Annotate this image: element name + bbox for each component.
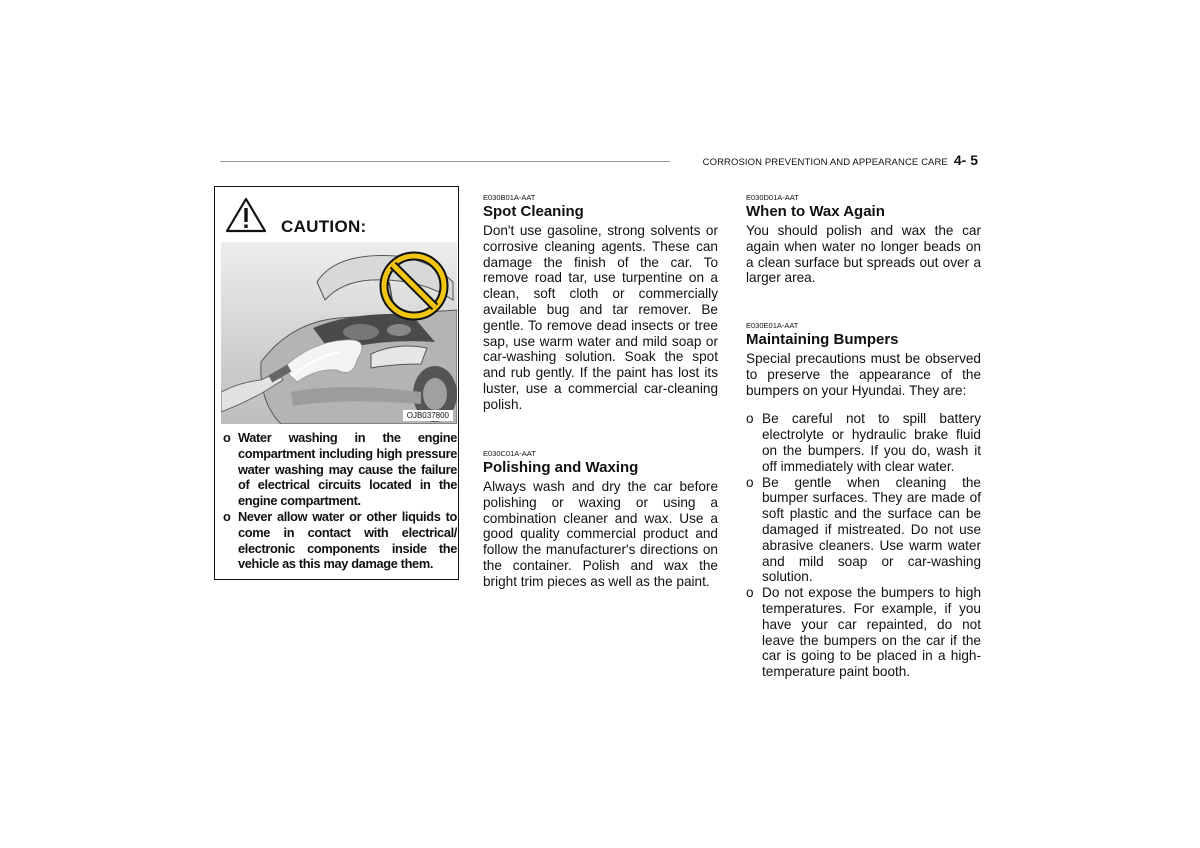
caution-item-text: Never allow water or other liquids to come in contact with electrical/ electronic components inside the vehicle as this may damage them. bbox=[238, 508, 457, 572]
section-heading: Maintaining Bumpers bbox=[746, 331, 899, 348]
bullet-marker: o bbox=[223, 508, 231, 524]
engine-washing-illustration bbox=[221, 242, 457, 424]
bumper-item-text: Be careful not to spill battery electrolyte or hydraulic brake fluid on the bumpers. If you do, wash it off immediately with clear water. bbox=[762, 411, 981, 474]
bumper-list bbox=[746, 411, 981, 680]
bullet-marker: o bbox=[746, 474, 754, 490]
bullet-marker: o bbox=[746, 411, 754, 427]
polishing-section bbox=[483, 449, 718, 590]
bumper-item bbox=[746, 411, 981, 474]
section-heading: Polishing and Waxing bbox=[483, 459, 639, 476]
caution-item bbox=[223, 509, 457, 572]
section-code: E030B01A-AAT bbox=[483, 193, 536, 202]
caution-item bbox=[223, 430, 457, 509]
section-heading: When to Wax Again bbox=[746, 203, 885, 220]
header-rule bbox=[220, 161, 670, 162]
section-body: Don't use gasoline, strong solvents or corrosive cleaning agents. These can damage the finish of the car. To remove road tar, use turpentine on a clean, soft cloth or commercially available bug and tar remover. Be gentle. To remove dead insects or tree sap, use warm water and mild soap or car-washing solution. Soak the spot and rub gently. If the paint has lost its luster, use a commercial car-cleaning polish. bbox=[483, 223, 718, 412]
caution-header bbox=[225, 197, 445, 237]
caution-list bbox=[223, 430, 457, 572]
section-body: Special precautions must be observed to preserve the appearance of the bumpers on your Hyundai. They are: bbox=[746, 351, 981, 398]
when-to-wax-section bbox=[746, 193, 981, 286]
section-code: E030C01A-AAT bbox=[483, 449, 536, 458]
bullet-marker: o bbox=[746, 585, 754, 601]
spot-cleaning-section bbox=[483, 193, 718, 413]
section-body: Always wash and dry the car before polishing or waxing or using a combination cleaner and wax. Use a good quality commercial product and follow the manufacturer's directions on the container. Polish and wax the bright trim pieces as well as the paint. bbox=[483, 479, 718, 589]
section-heading: Spot Cleaning bbox=[483, 203, 584, 220]
page-number: 4- 5 bbox=[953, 152, 978, 168]
section-code: E030E01A-AAT bbox=[746, 321, 799, 330]
bumper-item bbox=[746, 585, 981, 680]
caution-box bbox=[214, 186, 459, 580]
bumpers-section bbox=[746, 321, 981, 680]
bumper-item bbox=[746, 475, 981, 586]
page-header bbox=[703, 152, 978, 170]
bumper-item-text: Be gentle when cleaning the bumper surfaces. They are made of soft plastic and the surface can be damaged if mistreated. Do not use abrasive cleaners. Use warm water and mild soap or car-washing solution. bbox=[762, 474, 981, 585]
bumper-item-text: Do not expose the bumpers to high temperatures. For example, if you have your car repainted, do not leave the bumpers on the car if the car is going to be placed in a high-temperature paint booth. bbox=[762, 585, 981, 680]
section-title: CORROSION PREVENTION AND APPEARANCE CARE bbox=[702, 157, 948, 168]
section-body: You should polish and wax the car again when water no longer beads on a clean surface but spreads out over a larger area. bbox=[746, 223, 981, 286]
caution-item-text: Water washing in the engine compartment including high pressure water washing may cause the failure of electrical circuits located in the engine compartment. bbox=[238, 430, 457, 509]
warning-triangle-icon bbox=[225, 197, 267, 233]
car-hood-open-image bbox=[221, 242, 457, 424]
figure-code: OJB037800 bbox=[403, 410, 453, 421]
bullet-marker: o bbox=[223, 430, 231, 445]
section-code: E030D01A-AAT bbox=[746, 193, 799, 202]
caution-label: CAUTION: bbox=[281, 217, 367, 236]
